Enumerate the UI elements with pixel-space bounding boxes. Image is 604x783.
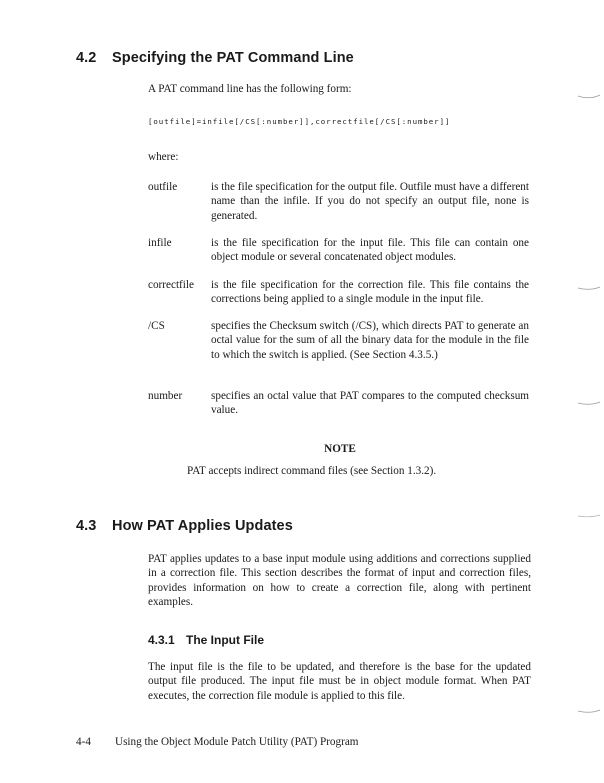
margin-mark (574, 94, 604, 100)
section-heading-4-3 (76, 518, 293, 534)
margin-mark (574, 400, 604, 406)
margin-mark (574, 285, 604, 291)
where-label: where: (148, 151, 179, 163)
definition-term-correctfile: correctfile (148, 279, 194, 291)
section-4-3-body: PAT applies updates to a base input module using additions and corrections supplied in a correction file. This section describes the format of input and correction files, provides information on how to create a correction file, along with pertinent examples. (148, 553, 531, 609)
definition-term-infile: infile (148, 237, 172, 249)
section-title: Specifying the PAT Command Line (112, 50, 354, 66)
section-number: 4.3 (76, 518, 97, 534)
section-4-3-1-body: The input file is the file to be updated, and therefore is the base for the updated output file produced. The input file must be in object module format. When PAT executes, the correction file module is applied to this file. (148, 661, 531, 702)
definition-term-outfile: outfile (148, 181, 178, 193)
margin-mark (574, 513, 604, 519)
section-title: How PAT Applies Updates (112, 518, 293, 534)
subsection-title: The Input File (186, 633, 264, 647)
note-text: PAT accepts indirect command files (see Section 1.3.2). (187, 465, 437, 477)
definition-text-number: specifies an octal value that PAT compares to the computed checksum value. (211, 390, 529, 417)
footer-page-number: 4-4 (76, 736, 91, 748)
definition-text-outfile: is the file specification for the output file. Outfile must have a different name than the infile. If you do not specify an output file, none is generated. (211, 181, 529, 222)
margin-mark (574, 708, 604, 714)
definition-text-correctfile: is the file specification for the correction file. This file contains the corrections being applied to a single module in the input file. (211, 279, 529, 306)
page-footer (76, 736, 359, 748)
subsection-heading-4-3-1 (148, 633, 264, 647)
command-syntax: [outfile]=infile[/CS[:number]],correctfile[/CS[:number]] (148, 117, 451, 126)
section-heading-4-2 (76, 50, 354, 66)
definition-text-cs: specifies the Checksum switch (/CS), which directs PAT to generate an octal value for the sum of all the binary data for the module in the file to which the switch is applied. (See Section 4.3.5.) (211, 320, 529, 361)
note-title: NOTE (324, 443, 356, 455)
definition-text-infile: is the file specification for the input file. This file can contain one object module or several concatenated object modules. (211, 237, 529, 264)
definition-term-cs: /CS (148, 320, 165, 332)
intro-paragraph: A PAT command line has the following form: (148, 83, 352, 95)
section-number: 4.2 (76, 50, 97, 66)
footer-title: Using the Object Module Patch Utility (PAT) Program (115, 736, 359, 748)
subsection-number: 4.3.1 (148, 633, 175, 647)
definition-term-number: number (148, 390, 183, 402)
